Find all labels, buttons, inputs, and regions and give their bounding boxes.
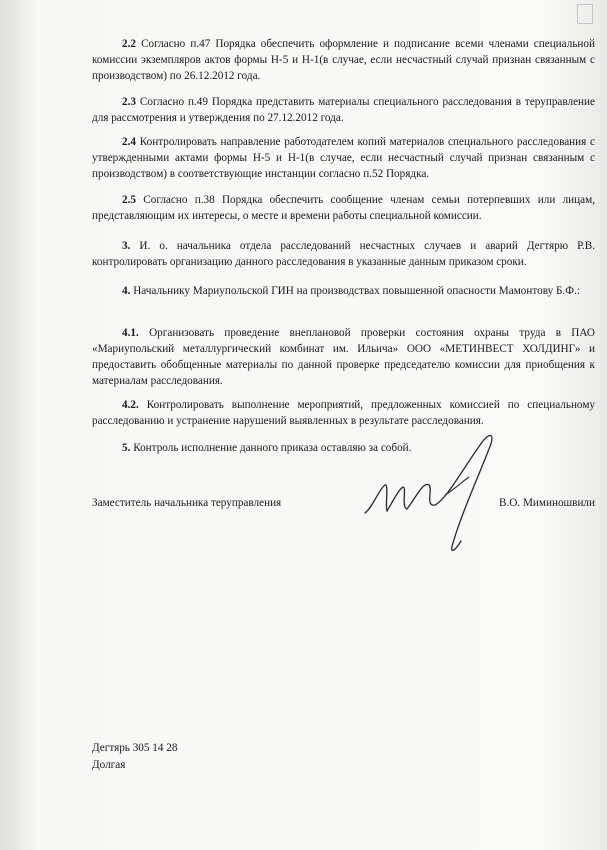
clause-text: И. о. начальника отдела расследований несчастных случаев и аварий Дегтярю Р.В. контролировать организацию данного расследования в указанные данным приказом сроки. [92, 240, 595, 268]
clause-number: 2.2 [122, 38, 136, 50]
executor-contact: Дегтярь 305 14 28 [92, 742, 178, 754]
paragraph-2-3 [92, 94, 595, 126]
clause-text: Контролировать направление работодателем копий материалов специального расследования с утвержденными актами формы Н-5 и Н-1(в случае, если несчастный случай признан связанным с производством) в соответствующие инстанции согласно п.52 Порядка. [92, 136, 595, 180]
clause-number: 3. [122, 240, 131, 252]
signatory-title: Заместитель начальника теруправления [92, 497, 282, 509]
clause-number: 5. [122, 442, 131, 454]
clause-number: 2.5 [122, 194, 136, 206]
clause-text: Начальнику Мариупольской ГИН на производствах повышенной опасности Мамонтову Б.Ф.: [130, 285, 580, 297]
paragraph-2-2 [92, 36, 595, 84]
paragraph-4-1 [92, 325, 595, 389]
clause-number: 4.1. [122, 327, 139, 339]
clause-text: Организовать проведение внеплановой проверки состояния охраны труда в ПАО «Мариупольский металлургический комбинат им. Ильича» ООО «МЕТИНВЕСТ ХОЛДИНГ» и предоставить обобщенные материалы по данной проверке председателю комиссии для приобщения к материалам расследования. [92, 327, 595, 387]
clause-number: 4.2. [122, 399, 139, 411]
executor-name: Долгая [92, 759, 126, 771]
corner-emblem-bleed [577, 4, 593, 24]
paragraph-4 [92, 283, 595, 299]
paragraph-2-4 [92, 134, 595, 182]
clause-number: 2.3 [122, 96, 136, 108]
clause-text: Согласно п.49 Порядка представить материалы специального расследования в теруправление для рассмотрения и утверждения по 27.12.2012 года. [92, 96, 595, 124]
paragraph-3 [92, 238, 595, 270]
paragraph-2-5 [92, 192, 595, 224]
clause-number: 4. [122, 285, 131, 297]
handwritten-signature [355, 415, 555, 565]
clause-number: 2.4 [122, 136, 136, 148]
signatory-name: В.О. Миминошвили [499, 497, 595, 509]
scan-shadow [0, 0, 40, 850]
clause-text: Контроль исполнение данного приказа оставляю за собой. [130, 442, 412, 454]
clause-text: Согласно п.47 Порядка обеспечить оформление и подписание всеми членами специальной комиссии экземпляров актов формы Н-5 и Н-1(в случае, если несчастный случай признан связанным с производством) по 26.12.2012 года. [92, 38, 595, 82]
executor-footer [92, 740, 177, 774]
clause-text: Контролировать выполнение мероприятий, предложенных комиссией по специальному расследованию и устранение нарушений выявленных в результате расследования. [92, 399, 595, 427]
clause-text: Согласно п.38 Порядка обеспечить сообщение членам семьи потерпевших или лицам, представляющим их интересы, о месте и времени работы специальной комиссии. [92, 194, 595, 222]
